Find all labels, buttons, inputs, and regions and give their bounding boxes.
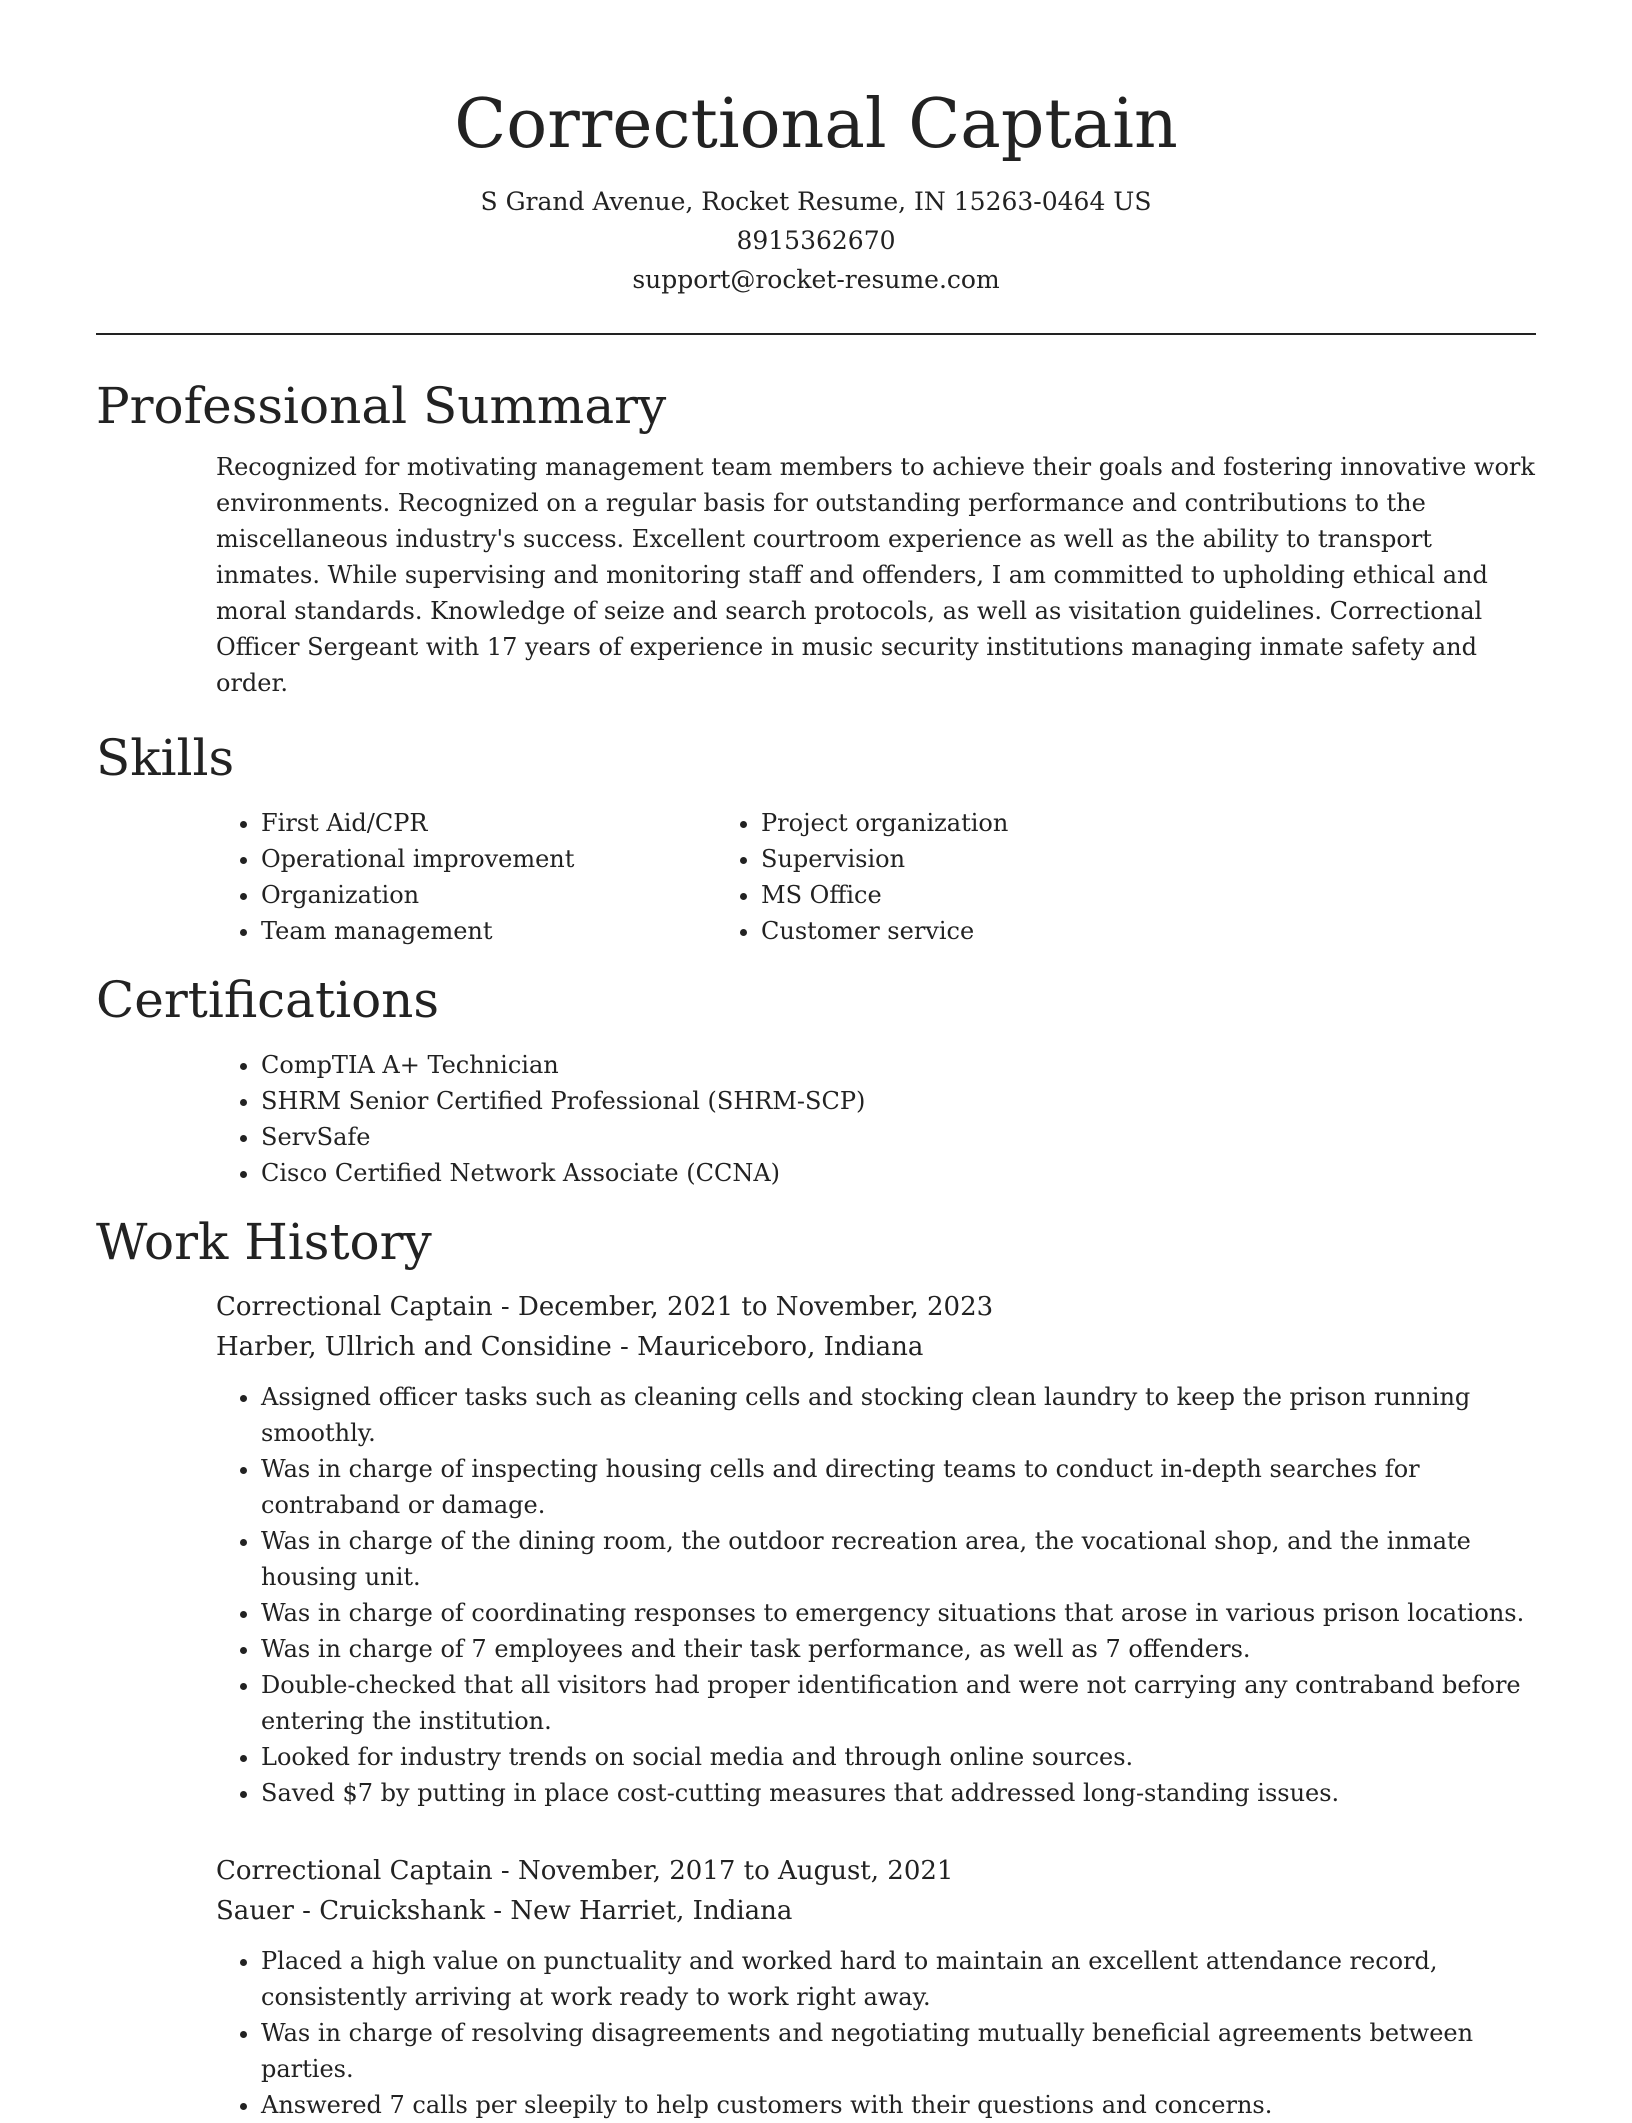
skill-item: • Team management: [261, 913, 746, 949]
job-location: New Harriet, Indiana: [510, 1896, 793, 1926]
certifications-list: [96, 1047, 1536, 1191]
address: S Grand Avenue, Rocket Resume, IN 15263-0464 US: [480, 187, 1152, 216]
job-role: Correctional Captain: [216, 1292, 493, 1322]
certification-item: • SHRM Senior Certified Professional (SHRM-SCP): [261, 1083, 1536, 1119]
email-address: support@rocket-resume.com: [632, 265, 1000, 294]
job-duty: • Was in charge of 7 employees and their task performance, as well as 7 offenders.: [261, 1631, 1536, 1667]
separator: -: [484, 1896, 511, 1926]
skills-right-column: [746, 805, 1346, 949]
job-duty: • Assigned officer tasks such as cleaning cells and stocking clean laundry to keep the prison running smoothly.: [261, 1379, 1536, 1451]
job-dates: December, 2021 to November, 2023: [517, 1292, 994, 1322]
job-company-line: [216, 1327, 1536, 1367]
summary-section: [96, 375, 1536, 701]
job-title-line: [216, 1851, 1536, 1891]
job-duty: • Was in charge of inspecting housing cells and directing teams to conduct in-depth searches for contraband or damage.: [261, 1451, 1536, 1523]
resume-header: [96, 80, 1536, 299]
phone-number: 8915362670: [736, 226, 896, 255]
job-duty: • Answered 7 calls per sleepily to help customers with their questions and concerns.: [261, 2087, 1536, 2123]
certification-item: • CompTIA A+ Technician: [261, 1047, 1536, 1083]
skill-item: • Project organization: [761, 805, 1346, 841]
job-duties-list: [216, 1379, 1536, 1811]
job-company-line: [216, 1891, 1536, 1931]
work-history-title: Work History: [96, 1213, 432, 1271]
certification-item: • ServSafe: [261, 1119, 1536, 1155]
job-entry: [216, 1851, 1536, 2123]
job-location: Mauriceboro, Indiana: [637, 1332, 924, 1362]
job-duty: • Placed a high value on punctuality and worked hard to maintain an excellent attendance record, consistently arriving at work ready to work right away.: [261, 1943, 1536, 2015]
job-company: Harber, Ullrich and Considine: [216, 1332, 612, 1362]
job-duty: • Looked for industry trends on social media and through online sources.: [261, 1739, 1536, 1775]
work-history-section: [96, 1211, 1536, 2123]
job-duty: • Was in charge of resolving disagreements and negotiating mutually beneficial agreements between parties.: [261, 2015, 1536, 2087]
skill-item: • MS Office: [761, 877, 1346, 913]
skills-grid: [96, 805, 1536, 949]
job-role: Correctional Captain: [216, 1856, 493, 1886]
skill-item: • First Aid/CPR: [261, 805, 746, 841]
separator: -: [492, 1856, 518, 1886]
certifications-title: Certifications: [96, 971, 440, 1029]
candidate-name: Correctional Captain: [454, 85, 1178, 164]
summary-title: Professional Summary: [96, 377, 667, 435]
skill-item: • Organization: [261, 877, 746, 913]
contact-info: [96, 182, 1536, 299]
separator: -: [611, 1332, 638, 1362]
skill-item: • Supervision: [761, 841, 1346, 877]
skill-item: • Operational improvement: [261, 841, 746, 877]
summary-text: Recognized for motivating management team members to achieve their goals and fostering innovative work environments. Recognized on a regular basis for outstanding performance and contributions to the miscellaneous industry's success. Excellent courtroom experience as well as the ability to transport inmates. While supervising and monitoring staff and offenders, I am committed to upholding ethical and moral standards. Knowledge of seize and search protocols, as well as visitation guidelines. Correctional Officer Sergeant with 17 years of experience in music security institutions managing inmate safety and order.: [216, 453, 1535, 697]
skill-item: • Customer service: [761, 913, 1346, 949]
job-duty: • Was in charge of the dining room, the outdoor recreation area, the vocational shop, and the inmate housing unit.: [261, 1523, 1536, 1595]
job-entry: [216, 1287, 1536, 1811]
job-duty: • Was in charge of coordinating responses to emergency situations that arose in various prison locations.: [261, 1595, 1536, 1631]
job-dates: November, 2017 to August, 2021: [517, 1856, 954, 1886]
certification-item: • Cisco Certified Network Associate (CCNA): [261, 1155, 1536, 1191]
certifications-section: [96, 969, 1536, 1191]
job-duties-list: [216, 1943, 1536, 2123]
job-title-line: [216, 1287, 1536, 1327]
job-company: Sauer - Cruickshank: [216, 1896, 485, 1926]
header-divider: [96, 333, 1536, 335]
skills-section: [96, 727, 1536, 949]
separator: -: [492, 1292, 518, 1322]
skills-title: Skills: [96, 729, 235, 787]
job-duty: • Saved $7 by putting in place cost-cutting measures that addressed long-standing issues.: [261, 1775, 1536, 1811]
job-duty: • Double-checked that all visitors had proper identification and were not carrying any contraband before entering the institution.: [261, 1667, 1536, 1739]
skills-left-column: [96, 805, 746, 949]
